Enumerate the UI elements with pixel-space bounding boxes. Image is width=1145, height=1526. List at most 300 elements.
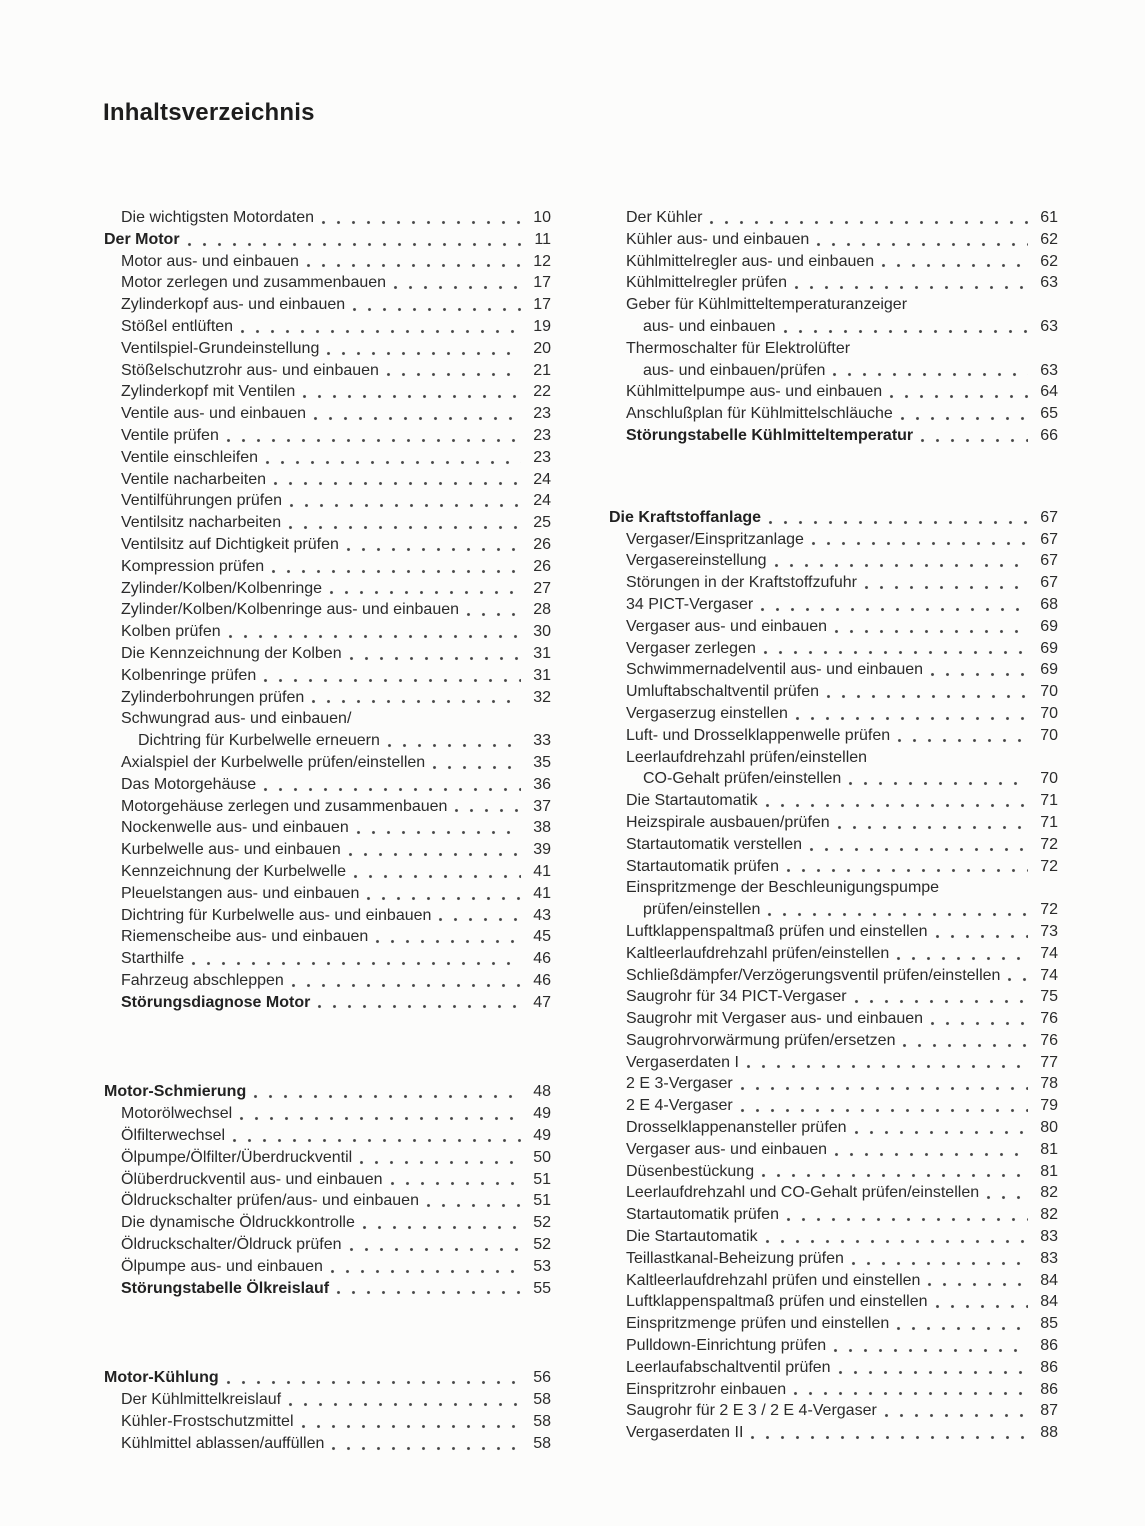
toc-entry-label: Zylinderkopf mit Ventilen (121, 383, 296, 401)
toc-entry-label: Starthilfe (121, 950, 185, 968)
leader-dots (786, 868, 1028, 873)
page-number: 41 (533, 862, 551, 880)
toc-entry-label: Luft- und Drosselklappenwelle prüfen (626, 726, 891, 744)
toc-entry (104, 360, 551, 382)
leader-dots (330, 1269, 521, 1274)
page-number: 61 (1040, 209, 1058, 226)
toc-entry (104, 926, 551, 948)
toc-entry (609, 812, 1058, 834)
page-number: 47 (533, 993, 551, 1011)
toc-entry-label: Saugrohr für 2 E 3 / 2 E 4-Vergaser (626, 1402, 877, 1420)
page-number: 43 (533, 906, 551, 924)
leader-dots (881, 263, 1028, 268)
page-number: 45 (533, 928, 551, 946)
page-number: 70 (1040, 726, 1058, 744)
leader-dots (386, 372, 521, 377)
leader-dots (329, 590, 521, 595)
page-number: 23 (533, 448, 551, 466)
toc-entry-label: Saugrohr für 34 PICT-Vergaser (626, 988, 847, 1006)
toc-entry (609, 251, 1058, 273)
leader-dots (935, 1304, 1028, 1309)
toc-entry-label: Die Kraftstoffanlage (609, 508, 762, 526)
toc-entry (609, 747, 1058, 769)
toc-entry-label: aus- und einbauen (643, 317, 776, 335)
toc-entry-label: Kennzeichnung der Kurbelwelle (121, 862, 347, 880)
toc-entry-label: Der Kühlmittelkreislauf (121, 1391, 282, 1409)
toc-entry-label: Die dynamische Öldruckkontrolle (121, 1214, 355, 1232)
leader-dots (326, 351, 521, 356)
toc-entry-label: Zylinder/Kolben/Kolbenringe aus- und einbauen (121, 601, 460, 619)
toc-entry-label: Ventilführungen prüfen (121, 492, 283, 510)
toc-entry (609, 1270, 1058, 1292)
toc-entry (104, 1278, 551, 1300)
leader-dots (288, 525, 521, 530)
toc-entry-label: Kühlmittelpumpe aus- und einbauen (626, 383, 883, 401)
leader-dots (900, 416, 1028, 421)
toc-entry (104, 948, 551, 970)
toc-entry-label: Heizspirale ausbauen/prüfen (626, 813, 830, 831)
toc-entry-label: Die wichtigsten Motordaten (121, 209, 314, 226)
toc-entry-label: Startautomatik verstellen (626, 835, 803, 853)
leader-dots (228, 634, 521, 639)
leader-dots (761, 1173, 1028, 1178)
page-number: 73 (1040, 922, 1058, 940)
toc-entry (609, 921, 1058, 943)
page-number: 70 (1040, 770, 1058, 788)
toc-entry (104, 1103, 551, 1125)
toc-entry (104, 599, 551, 621)
toc-entry-label: aus- und einbauen/prüfen (643, 361, 826, 379)
leader-dots (239, 1116, 521, 1121)
toc-entry (609, 703, 1058, 725)
toc-entry-label: Motorölwechsel (121, 1105, 233, 1123)
leader-dots (897, 738, 1028, 743)
page-number: 67 (1040, 574, 1058, 592)
leader-dots (466, 612, 521, 617)
leader-dots (263, 787, 521, 792)
page-number: 37 (533, 797, 551, 815)
toc-block (104, 1081, 551, 1299)
toc-entry (609, 207, 1058, 229)
toc-entry-label: Ölfilterwechsel (121, 1127, 226, 1145)
toc-entry (104, 1234, 551, 1256)
page-number: 51 (533, 1170, 551, 1188)
toc-entry-label: Schwungrad aus- und einbauen/ (121, 710, 352, 728)
page-number: 78 (1040, 1075, 1058, 1093)
toc-entry-label: Thermoschalter für Elektrolüfter (626, 339, 851, 357)
leader-dots (896, 956, 1028, 961)
page-number: 83 (1040, 1249, 1058, 1267)
toc-entry-label: Düsenbestückung (626, 1162, 755, 1180)
leader-dots (263, 678, 521, 683)
leader-dots (432, 765, 521, 770)
toc-entry (609, 1204, 1058, 1226)
toc-block (104, 207, 551, 1013)
leader-dots (768, 520, 1028, 525)
toc-entry (609, 272, 1058, 294)
leader-dots (349, 1247, 521, 1252)
toc-entry-label: Dichtring für Kurbelwelle erneuern (138, 732, 380, 750)
leader-dots (301, 1424, 522, 1429)
toc-entry (609, 1073, 1058, 1095)
leader-dots (889, 394, 1028, 399)
page-number: 20 (533, 339, 551, 357)
page-number: 46 (533, 950, 551, 968)
toc-entry-label: Vergaserdaten II (626, 1424, 744, 1442)
toc-entry-label: Pleuelstangen aus- und einbauen (121, 884, 360, 902)
toc-entry (104, 1190, 551, 1212)
toc-entry-label: Öldruckschalter prüfen/aus- und einbauen (121, 1192, 419, 1210)
toc-entry (104, 1147, 551, 1169)
toc-entry-label: Umluftabschaltventil prüfen (626, 683, 819, 701)
page-number: 24 (533, 470, 551, 488)
page-number: 63 (1040, 361, 1058, 379)
page-number: 19 (533, 317, 551, 335)
toc-entry-label: Leerlaufabschaltventil prüfen (626, 1358, 831, 1376)
page-number: 26 (533, 535, 551, 553)
toc-entry (609, 229, 1058, 251)
toc-entry-label: Kolben prüfen (121, 623, 221, 641)
toc-entry-label: Fahrzeug abschleppen (121, 971, 284, 989)
leader-dots (838, 1370, 1028, 1375)
toc-column-left (104, 207, 551, 1455)
toc-entry-label: Riemenscheibe aus- und einbauen (121, 928, 369, 946)
toc-entry (104, 1433, 551, 1455)
toc-entry (104, 752, 551, 774)
page-number: 63 (1040, 317, 1058, 335)
page-number: 65 (1040, 405, 1058, 423)
toc-entry-label: Die Kennzeichnung der Kolben (121, 644, 342, 662)
page-number: 69 (1040, 617, 1058, 635)
toc-entry (609, 1161, 1058, 1183)
leader-dots (851, 1261, 1028, 1266)
toc-entry (104, 992, 551, 1014)
toc-entry (104, 730, 551, 752)
toc-entry-label: Kolbenringe prüfen (121, 666, 257, 684)
leader-dots (265, 460, 521, 465)
page-number: 76 (1040, 1010, 1058, 1028)
toc-entry-label: Zylinderkopf aus- und einbauen (121, 296, 346, 314)
toc-entry (609, 1357, 1058, 1379)
toc-entry-label: Ventilsitz nacharbeiten (121, 514, 282, 532)
page-number: 38 (533, 819, 551, 837)
page-number: 21 (533, 361, 551, 379)
leader-dots (809, 847, 1028, 852)
page-number: 48 (533, 1083, 551, 1101)
toc-block (609, 507, 1058, 1444)
toc-entry (104, 861, 551, 883)
toc-entry (104, 207, 551, 229)
toc-entry (104, 839, 551, 861)
leader-dots (348, 852, 521, 857)
leader-dots (765, 803, 1028, 808)
leader-dots (811, 541, 1028, 546)
page-number: 46 (533, 971, 551, 989)
toc-entry-label: Einspritzmenge prüfen und einstellen (626, 1315, 890, 1333)
toc-entry (609, 1422, 1058, 1444)
leader-dots (848, 781, 1028, 786)
leader-dots (454, 808, 521, 813)
page-number: 23 (533, 426, 551, 444)
toc-entry (104, 512, 551, 534)
page-number: 22 (533, 383, 551, 401)
toc-entry (609, 1400, 1058, 1422)
toc-entry-label: Axialspiel der Kurbelwelle prüfen/einstellen (121, 753, 426, 771)
toc-entry-label: Störungstabelle Kühlmitteltemperatur (626, 426, 914, 444)
leader-dots (331, 1446, 521, 1451)
toc-entry-label: Kühler aus- und einbauen (626, 230, 810, 248)
page-number: 52 (533, 1214, 551, 1232)
toc-entry (609, 1313, 1058, 1335)
page-number: 72 (1040, 835, 1058, 853)
toc-entry (104, 578, 551, 600)
toc-entry-label: Pulldown-Einrichtung prüfen (626, 1337, 827, 1355)
toc-entry-label: Ölpumpe aus- und einbauen (121, 1257, 323, 1275)
leader-dots (191, 961, 521, 966)
toc-entry (104, 469, 551, 491)
toc-entry (609, 681, 1058, 703)
page-number: 11 (534, 230, 551, 248)
leader-dots (273, 481, 521, 486)
toc-entry (104, 229, 551, 251)
leader-dots (767, 912, 1028, 917)
toc-entry-label: Ventile prüfen (121, 426, 219, 444)
leader-dots (226, 438, 521, 443)
toc-entry-label: Ventile nacharbeiten (121, 470, 266, 488)
toc-entry (104, 1169, 551, 1191)
page-number: 76 (1040, 1031, 1058, 1049)
page-number: 77 (1040, 1053, 1058, 1071)
page-number: 71 (1040, 813, 1058, 831)
toc-entry-label: Kühlmittelregler aus- und einbauen (626, 252, 875, 270)
toc-entry-label: Einspritzmenge der Beschleunigungspumpe (626, 879, 940, 897)
page-number: 75 (1040, 988, 1058, 1006)
page-number: 70 (1040, 704, 1058, 722)
toc-entry-label: Vergasereinstellung (626, 552, 767, 570)
toc-entry (104, 1256, 551, 1278)
page-number: 58 (533, 1391, 551, 1409)
leader-dots (709, 220, 1028, 225)
leader-dots (746, 1064, 1028, 1069)
page-number: 31 (533, 666, 551, 684)
toc-entry-label: Vergaser/Einspritzanlage (626, 530, 804, 548)
toc-entry (104, 621, 551, 643)
leader-dots (226, 1380, 521, 1385)
leader-dots (833, 1348, 1028, 1353)
leader-dots (774, 563, 1028, 568)
leader-dots (393, 285, 521, 290)
page-number: 87 (1040, 1402, 1058, 1420)
page-number: 86 (1040, 1358, 1058, 1376)
page-number: 56 (533, 1369, 551, 1387)
leader-dots (793, 1391, 1028, 1396)
toc-entry (609, 834, 1058, 856)
toc-entry-label: Zylinder/Kolben/Kolbenringe (121, 579, 323, 597)
toc-entry (609, 616, 1058, 638)
page-number: 83 (1040, 1228, 1058, 1246)
toc-entry (609, 638, 1058, 660)
page-number: 67 (1040, 508, 1058, 526)
leader-dots (760, 607, 1028, 612)
leader-dots (763, 650, 1028, 655)
toc-entry-label: Ventilsitz auf Dichtigkeit prüfen (121, 535, 339, 553)
toc-entry (104, 251, 551, 273)
leader-dots (864, 585, 1028, 590)
leader-dots (837, 825, 1028, 830)
page-number: 51 (533, 1192, 551, 1210)
toc-entry (609, 316, 1058, 338)
page-number: 69 (1040, 661, 1058, 679)
leader-dots (187, 242, 521, 247)
toc-entry-label: Ölpumpe/Ölfilter/Überdruckventil (121, 1148, 353, 1166)
toc-entry-label: Ventilspiel-Grundeinstellung (121, 339, 320, 357)
toc-entry (609, 856, 1058, 878)
page-number: 31 (533, 644, 551, 662)
leader-dots (740, 1086, 1028, 1091)
page-number: 86 (1040, 1380, 1058, 1398)
toc-entry-label: Kühler-Frostschutzmittel (121, 1413, 294, 1431)
page-number: 23 (533, 405, 551, 423)
toc-entry (104, 381, 551, 403)
leader-dots (362, 1225, 521, 1230)
toc-entry-label: Störungsdiagnose Motor (121, 993, 311, 1011)
page-number: 62 (1040, 230, 1058, 248)
toc-entry-label: Saugrohr mit Vergaser aus- und einbauen (626, 1010, 924, 1028)
page-number: 81 (1040, 1162, 1058, 1180)
toc-entry (104, 1367, 551, 1389)
leader-dots (353, 874, 521, 879)
page-number: 84 (1040, 1271, 1058, 1289)
leader-dots (288, 1402, 521, 1407)
toc-entry (104, 796, 551, 818)
toc-entry (609, 572, 1058, 594)
toc-entry-label: Kaltleerlaufdrehzahl prüfen/einstellen (626, 944, 890, 962)
leader-dots (359, 1160, 521, 1165)
toc-entry (104, 817, 551, 839)
page-number: 36 (533, 775, 551, 793)
toc-entry (609, 899, 1058, 921)
toc-entry-label: 2 E 3-Vergaser (626, 1075, 733, 1093)
toc-entry (609, 529, 1058, 551)
toc-entry-label: Saugrohrvorwärmung prüfen/ersetzen (626, 1031, 896, 1049)
toc-entry-label: 34 PICT-Vergaser (626, 595, 754, 613)
toc-entry (104, 1212, 551, 1234)
leader-dots (854, 999, 1028, 1004)
toc-entry (104, 490, 551, 512)
leader-dots (986, 1195, 1028, 1200)
toc-entry-label: Vergaserdaten I (626, 1053, 739, 1071)
page-title: Inhaltsverzeichnis (103, 99, 315, 126)
toc-entry-label: Motor-Kühlung (104, 1369, 219, 1387)
leader-dots (920, 438, 1028, 443)
toc-entry (609, 725, 1058, 747)
toc-entry (104, 687, 551, 709)
toc-entry-label: Schwimmernadelventil aus- und einbauen (626, 661, 924, 679)
toc-entry-label: Startautomatik prüfen (626, 1206, 779, 1224)
toc-entry-label: Ventile einschleifen (121, 448, 258, 466)
leader-dots (346, 547, 521, 552)
toc-entry-label: Stößelschutzrohr aus- und einbauen (121, 361, 379, 379)
toc-entry (609, 877, 1058, 899)
toc-entry (609, 338, 1058, 360)
toc-entry (609, 507, 1058, 529)
toc-entry (609, 790, 1058, 812)
page-number: 41 (533, 884, 551, 902)
toc-entry-label: 2 E 4-Vergaser (626, 1097, 733, 1115)
toc-entry-label: Vergaserzug einstellen (626, 704, 788, 722)
toc-column-right (609, 207, 1058, 1444)
page-number: 32 (533, 688, 551, 706)
page-number: 88 (1040, 1424, 1058, 1442)
toc-entry (609, 403, 1058, 425)
leader-dots (375, 939, 521, 944)
leader-dots (302, 394, 521, 399)
toc-entry (104, 774, 551, 796)
page-number: 68 (1040, 595, 1058, 613)
toc-entry-label: Motor zerlegen und zusammenbauen (121, 274, 387, 292)
leader-dots (826, 694, 1028, 699)
toc-entry (609, 294, 1058, 316)
leader-dots (336, 1290, 521, 1295)
toc-entry-label: Drosselklappenansteller prüfen (626, 1119, 847, 1137)
toc-entry (104, 905, 551, 927)
page-number: 53 (533, 1257, 551, 1275)
toc-entry-label: Kurbelwelle aus- und einbauen (121, 841, 341, 859)
page-number: 27 (533, 579, 551, 597)
toc-entry (609, 1291, 1058, 1313)
leader-dots (317, 1004, 521, 1009)
toc-entry-label: Luftklappenspaltmaß prüfen und einstellen (626, 922, 928, 940)
toc-block (609, 207, 1058, 447)
leader-dots (795, 716, 1028, 721)
leader-dots (816, 242, 1028, 247)
toc-entry-label: Anschlußplan für Kühlmittelschläuche (626, 405, 893, 423)
leader-dots (884, 1413, 1028, 1418)
toc-entry (609, 1030, 1058, 1052)
page-number: 28 (533, 601, 551, 619)
toc-entry (609, 1117, 1058, 1139)
page-number: 72 (1040, 857, 1058, 875)
leader-dots (426, 1203, 521, 1208)
toc-entry-label: Geber für Kühlmitteltemperaturanzeiger (626, 296, 908, 314)
page-number: 30 (533, 623, 551, 641)
page-number: 17 (533, 296, 551, 314)
leader-dots (349, 656, 521, 661)
toc-entry-label: Motor aus- und einbauen (121, 252, 299, 270)
page-number: 49 (533, 1105, 551, 1123)
toc-entry (609, 1139, 1058, 1161)
toc-entry-label: Motor-Schmierung (104, 1083, 247, 1101)
page-number: 62 (1040, 252, 1058, 270)
toc-entry-label: Ventile aus- und einbauen (121, 405, 307, 423)
page-number: 72 (1040, 901, 1058, 919)
toc-entry (609, 965, 1058, 987)
page-number: 82 (1040, 1184, 1058, 1202)
leader-dots (306, 263, 521, 268)
leader-dots (750, 1435, 1028, 1440)
toc-entry-label: Störungen in der Kraftstoffzufuhr (626, 574, 857, 592)
toc-entry-label: Die Startautomatik (626, 792, 758, 810)
page-number: 26 (533, 557, 551, 575)
page-number: 58 (533, 1413, 551, 1431)
toc-entry (104, 970, 551, 992)
toc-entry-label: Kühlmittelregler prüfen (626, 274, 787, 292)
leader-dots (366, 896, 521, 901)
toc-entry (609, 1335, 1058, 1357)
leader-dots (313, 416, 521, 421)
leader-dots (834, 629, 1028, 634)
page-number: 71 (1040, 792, 1058, 810)
